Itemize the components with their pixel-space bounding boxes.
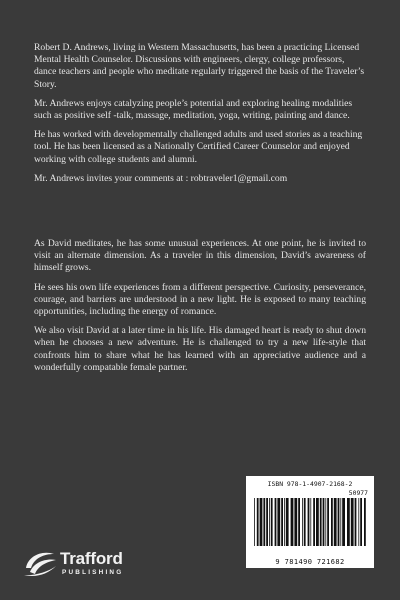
barcode-bar <box>355 498 357 546</box>
about-author-paragraph-2: Mr. Andrews enjoys catalyzing people’s potential and exploring healing modalities such as positive self -talk, massage, meditation, yoga, writing, painting and dance. <box>34 97 353 122</box>
barcode-bar <box>257 498 259 546</box>
price-code: 50977 <box>348 489 368 497</box>
barcode-bar <box>364 498 366 546</box>
about-author-paragraph-1: Robert D. Andrews, living in Western Massachusetts, has been a practicing Licensed Mental Health Counselor. Discussions with engineers, clergy, college professors, dance teachers and people who meditate regularly triggered the basis of the Traveler’s Story. <box>34 42 365 90</box>
barcode-bar <box>294 498 297 546</box>
barcode-bar <box>260 498 263 546</box>
publisher-name: Trafford <box>60 549 123 568</box>
trafford-swoosh-logo-icon <box>22 548 58 578</box>
barcode-bar <box>308 498 310 546</box>
book-blurb-section <box>34 238 366 381</box>
barcode-bar <box>360 498 362 546</box>
barcode-bar <box>320 498 322 546</box>
barcode-bar <box>275 498 277 546</box>
barcode-bar <box>266 498 268 546</box>
barcode-bar <box>323 498 325 546</box>
barcode-bar <box>271 498 273 546</box>
barcode-bar <box>277 498 280 546</box>
publisher-logo <box>22 548 182 580</box>
barcode-bar <box>334 498 337 546</box>
barcode-bar <box>338 498 340 546</box>
barcode-bar <box>313 498 315 546</box>
barcode-bar <box>347 498 350 546</box>
barcode-bar <box>310 498 311 546</box>
publisher-tagline: PUBLISHING <box>62 569 124 576</box>
barcode-bar <box>269 498 270 546</box>
isbn-barcode <box>246 476 374 568</box>
blurb-paragraph-2: He sees his own life experiences from a different perspective. Curiosity, perseverance, courage, and barriers are understood in a new light. He is exposed to many teaching opportunities, including the energy of romance. <box>34 281 366 318</box>
blurb-paragraph-1: As David meditates, he has some unusual experiences. At one point, he is invited to visit an alternate dimension. As a traveler in this dimension, David’s awareness of himself grows. <box>34 238 366 274</box>
barcode-bar <box>281 498 283 546</box>
barcode-bar <box>351 498 354 546</box>
barcode-bar <box>304 498 306 546</box>
barcode-bar <box>298 498 300 546</box>
barcode-bar <box>331 498 333 546</box>
barcode-bar <box>284 498 285 546</box>
barcode-bar <box>316 498 319 546</box>
blurb-paragraph-3: We also visit David at a later time in his life. His damaged heart is ready to shut down when he chooses a new adventure. He is challenged to try a new life-style that confronts him to share what he has learned with an appreciative audience and a wonderfully compatable female partner. <box>34 325 366 373</box>
barcode-bar <box>302 498 303 546</box>
barcode-digits: 9 781490 721682 <box>275 558 345 566</box>
isbn-label: ISBN 978-1-4907-2168-2 <box>267 480 353 488</box>
barcode-bar <box>286 498 289 546</box>
barcode-bar <box>327 498 329 546</box>
about-author-paragraph-3: He has worked with developmentally challenged adults and used stories as a teaching tool. He has been licensed as a Nationally Certified Career Counselor and enjoyed working with college students and alumni. <box>34 129 363 165</box>
barcode-bar <box>358 498 359 546</box>
barcode-bar <box>325 498 326 546</box>
barcode-bar <box>342 498 345 546</box>
barcode-bar <box>291 498 294 546</box>
barcode-bar <box>263 498 265 546</box>
barcode-bar <box>254 498 255 546</box>
barcode-bars <box>252 498 368 554</box>
about-author-section <box>34 42 366 192</box>
barcode-bar <box>340 498 341 546</box>
about-author-paragraph-4: Mr. Andrews invites your comments at : robtraveler1@gmail.com <box>34 172 288 184</box>
